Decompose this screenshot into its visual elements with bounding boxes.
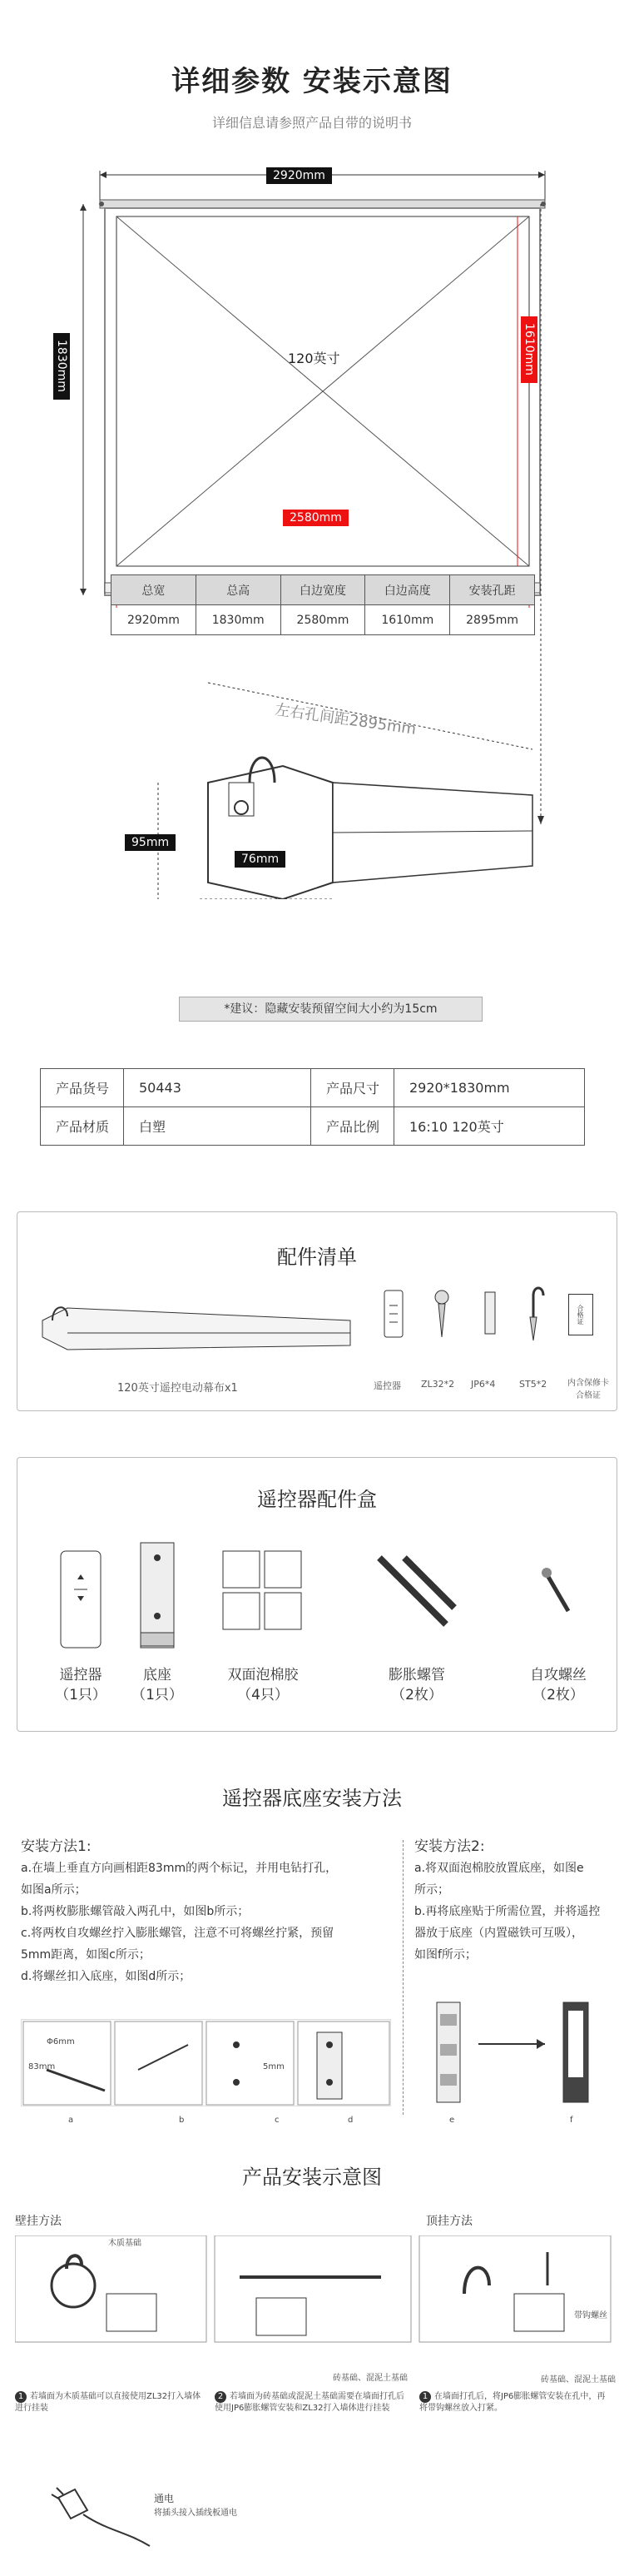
info-key: 产品尺寸 bbox=[311, 1069, 394, 1107]
remote-install-title: 遥控器底座安装方法 bbox=[222, 1787, 402, 1810]
item-name: 膨胀螺管 bbox=[389, 1667, 445, 1683]
item-name: 双面泡棉胶 bbox=[227, 1667, 299, 1683]
fig-a-dia: Φ6mm bbox=[47, 2037, 75, 2046]
foam-tape-image bbox=[221, 1549, 305, 1633]
accessory-label: ST5*2 bbox=[519, 1379, 547, 1390]
remote-box-item bbox=[375, 1666, 458, 1706]
caption-text: 若墙面为砖基础或混泥土基础需要在墙面打孔后使用JP6膨胀螺管安装和ZL32打入墙体进行挂装 bbox=[215, 2392, 404, 2413]
product-install-title: 产品安装示意图 bbox=[242, 2166, 382, 2189]
fig-label: c bbox=[275, 2116, 280, 2125]
fig-a-dist: 83mm bbox=[28, 2062, 56, 2071]
item-qty: （2枚） bbox=[532, 1686, 584, 1703]
method1-step: a.在墙上垂直方向画相距83mm的两个标记，并用电钻打孔， bbox=[21, 1862, 338, 1875]
spec-header-cell: 安装孔距 bbox=[450, 575, 535, 605]
info-value: 16:10 120英寸 bbox=[394, 1107, 585, 1146]
caption-text: 若墙面为木质基础可以直接使用ZL32打入墙体进行挂装 bbox=[15, 2392, 201, 2413]
accessory-label: JP6*4 bbox=[471, 1379, 496, 1390]
info-key: 产品货号 bbox=[41, 1069, 124, 1107]
spec-value-cell: 2895mm bbox=[450, 605, 535, 635]
remote-box-panel bbox=[17, 1457, 617, 1732]
method2-title: 安装方法2: bbox=[414, 1838, 485, 1855]
wall-note-brick: 砖基础、混泥土基础 bbox=[333, 2374, 408, 2383]
fig-label: e bbox=[449, 2116, 455, 2125]
method1-title: 安装方法1: bbox=[21, 1838, 92, 1855]
accessory-label: 内含保修卡 合格证 bbox=[567, 1379, 609, 1400]
spec-header-cell: 总高 bbox=[196, 575, 280, 605]
main-item-label: 120英寸遥控电动幕布x1 bbox=[117, 1382, 238, 1395]
info-row bbox=[41, 1069, 585, 1107]
total-height-label: 1830mm bbox=[53, 333, 70, 400]
page-title: 详细参数 安装示意图 bbox=[171, 65, 453, 98]
caption-text: 在墙面打孔后，将JP6膨胀螺管安装在孔中，再将带钩螺丝放入打紧。 bbox=[419, 2392, 606, 2413]
page-subtitle: 详细信息请参照产品自带的说明书 bbox=[211, 115, 412, 131]
method1-step: 如图a所示； bbox=[21, 1883, 87, 1897]
spec-table bbox=[111, 574, 535, 635]
wall-note-wood: 木质基础 bbox=[108, 2239, 141, 2248]
remote-box-item bbox=[209, 1666, 317, 1706]
info-row bbox=[41, 1107, 585, 1146]
self-tapping-screw-image bbox=[540, 1566, 573, 1616]
accessory-label: 遥控器 bbox=[374, 1380, 401, 1391]
base-image bbox=[134, 1541, 181, 1649]
remote-icon bbox=[381, 1289, 406, 1339]
method2-step: a.将双面泡棉胶放置底座，如图e bbox=[414, 1862, 584, 1875]
box-height-label: 95mm bbox=[125, 834, 176, 851]
accessories-title: 配件清单 bbox=[277, 1246, 357, 1269]
item-qty: （1只） bbox=[55, 1686, 106, 1703]
item-name: 底座 bbox=[143, 1667, 171, 1683]
warranty-card-icon: 合格证 bbox=[568, 1294, 593, 1335]
top-note-brick: 砖基础、混泥土基础 bbox=[541, 2375, 616, 2385]
spec-header-row bbox=[111, 575, 535, 605]
remote-box-item bbox=[47, 1666, 114, 1706]
caption-num: 2 bbox=[215, 2391, 226, 2403]
item-name: 自攻螺丝 bbox=[530, 1667, 587, 1683]
remote-image bbox=[57, 1549, 104, 1649]
anchor-screw-image bbox=[371, 1549, 463, 1641]
power-desc: 将插头接入插线板通电 bbox=[154, 2509, 237, 2518]
spec-value-row bbox=[111, 605, 535, 635]
power-plug-icon bbox=[42, 2464, 158, 2548]
install-caption bbox=[419, 2391, 611, 2414]
item-qty: （4只） bbox=[237, 1686, 289, 1703]
method2-step: 所示； bbox=[414, 1883, 449, 1897]
item-qty: （1只） bbox=[131, 1686, 183, 1703]
caption-num: 1 bbox=[15, 2391, 27, 2403]
item-qty: （2枚） bbox=[391, 1686, 443, 1703]
accessory-label: ZL32*2 bbox=[421, 1379, 455, 1390]
fig-label: b bbox=[179, 2116, 185, 2125]
remote-box-title: 遥控器配件盒 bbox=[257, 1488, 377, 1511]
info-value: 2920*1830mm bbox=[394, 1069, 585, 1107]
method2 bbox=[414, 1836, 618, 1966]
spec-value-cell: 1610mm bbox=[365, 605, 450, 635]
fig-label: f bbox=[570, 2116, 573, 2125]
remote-box-item bbox=[124, 1666, 191, 1706]
install-figures-abcd bbox=[22, 2020, 392, 2107]
fig-c-gap: 5mm bbox=[263, 2062, 285, 2071]
item-name: 遥控器 bbox=[59, 1667, 102, 1683]
install-caption bbox=[215, 2391, 411, 2414]
screw-icon bbox=[429, 1289, 454, 1339]
caption-num: 1 bbox=[419, 2391, 431, 2403]
fig-label: d bbox=[348, 2116, 354, 2125]
method2-step: 器放于底座（内置磁铁可互吸）， bbox=[414, 1927, 583, 1940]
method2-step: 如图f所示； bbox=[414, 1948, 477, 1962]
method1-step: d.将螺丝扣入底座，如图d所示； bbox=[21, 1970, 191, 1983]
ceiling-mount-label: 顶挂方法 bbox=[426, 2215, 473, 2228]
anchor-icon bbox=[478, 1289, 503, 1339]
product-info-table bbox=[40, 1068, 585, 1146]
screen-tube-image bbox=[34, 1287, 367, 1362]
method-divider bbox=[403, 1840, 404, 2115]
wall-mount-label: 壁挂方法 bbox=[15, 2215, 62, 2228]
method1-step: 5mm距离，如图c所示； bbox=[21, 1948, 151, 1962]
method1 bbox=[21, 1836, 399, 1987]
hook-screw-icon bbox=[521, 1284, 546, 1342]
info-value: 50443 bbox=[124, 1069, 311, 1107]
accessories-panel bbox=[17, 1211, 617, 1411]
spec-header-cell: 总宽 bbox=[111, 575, 196, 605]
spec-header-cell: 白边高度 bbox=[365, 575, 450, 605]
figures-abcd bbox=[21, 2019, 391, 2106]
install-figures-ef bbox=[420, 1994, 612, 2111]
info-value: 白塑 bbox=[124, 1107, 311, 1146]
spec-header-cell: 白边宽度 bbox=[280, 575, 365, 605]
spec-value-cell: 2580mm bbox=[280, 605, 365, 635]
screen-size-label: 120英寸 bbox=[288, 351, 340, 366]
spec-value-cell: 2920mm bbox=[111, 605, 196, 635]
info-key: 产品材质 bbox=[41, 1107, 124, 1146]
power-label: 通电 bbox=[154, 2493, 175, 2504]
hole-distance-label: 左右孔间距2895mm bbox=[274, 701, 418, 738]
install-note: *建议：隐藏安装预留空间大小约为15cm bbox=[179, 997, 483, 1022]
box-width-label: 76mm bbox=[235, 851, 285, 868]
viewable-width-label: 2580mm bbox=[283, 510, 349, 526]
install-caption bbox=[15, 2391, 206, 2414]
top-note-screw: 带钩螺丝 bbox=[574, 2311, 607, 2320]
fig-label: a bbox=[68, 2116, 74, 2125]
remote-box-item bbox=[517, 1666, 600, 1706]
method1-step: c.将两枚自攻螺丝拧入膨胀螺管，注意不可将螺丝拧紧，预留 bbox=[21, 1927, 334, 1940]
viewable-height-label: 1610mm bbox=[521, 316, 537, 383]
total-width-label: 2920mm bbox=[266, 167, 332, 184]
info-key: 产品比例 bbox=[311, 1107, 394, 1146]
spec-value-cell: 1830mm bbox=[196, 605, 280, 635]
method2-step: b.再将底座贴于所需位置，并将遥控 bbox=[414, 1905, 601, 1918]
product-install-figures bbox=[15, 2235, 612, 2344]
method1-step: b.将两枚膨胀螺管敲入两孔中，如图b所示； bbox=[21, 1905, 250, 1918]
